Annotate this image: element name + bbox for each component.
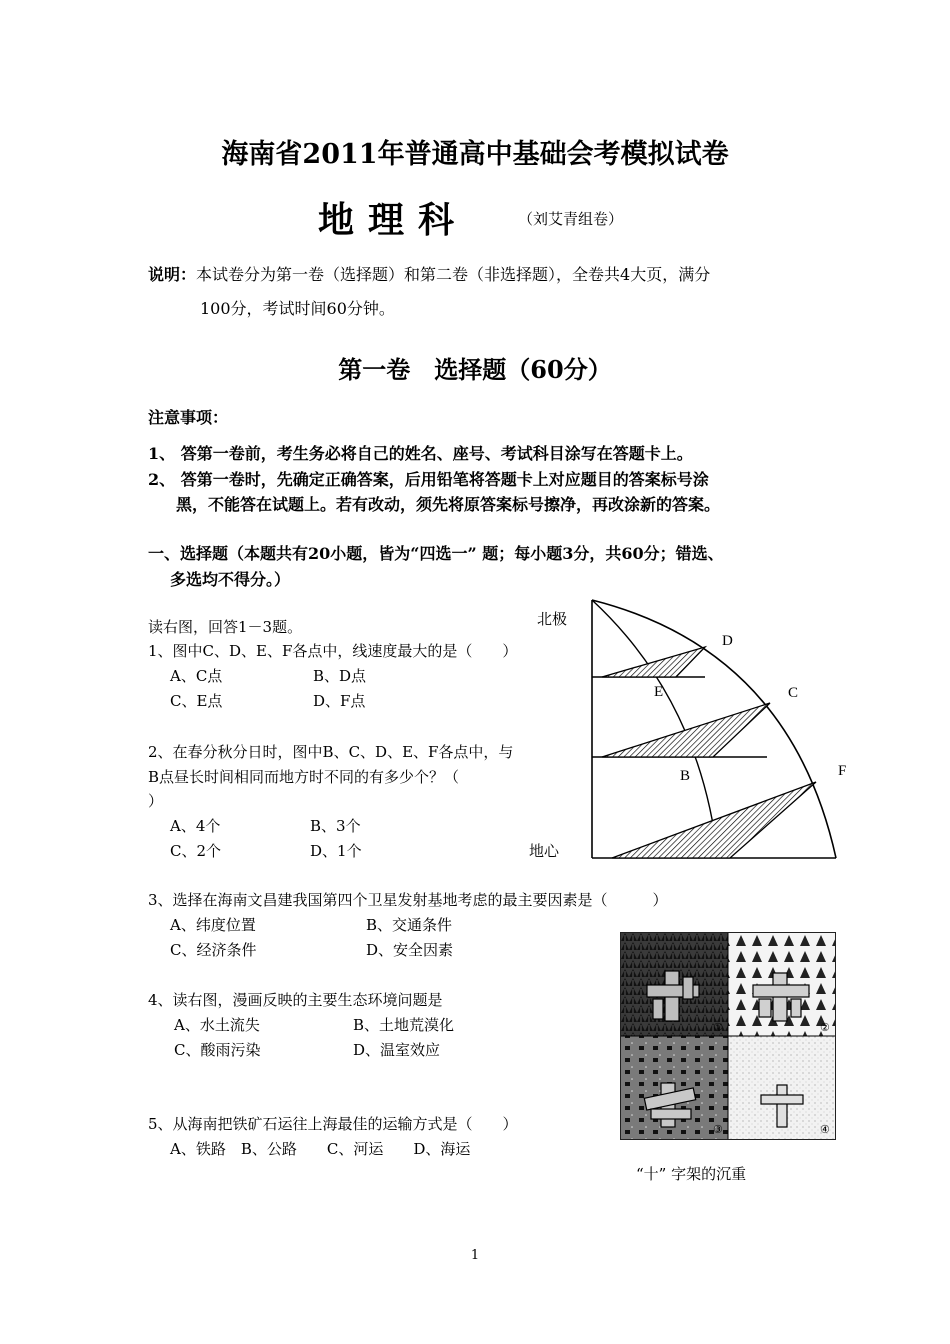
q1-option-b: B、D点 <box>313 667 367 685</box>
note-item-2-cont: 黑，不能答在试题上。若有改动，须先将原答案标号擦净，再改涂新的答案。 <box>176 495 721 514</box>
q2-option-d: D、1个 <box>310 842 362 860</box>
section-heading-1: 一、选择题（本题共有20小题，皆为“四选一” 题；每小题3分，共60分；错选、 <box>148 544 724 563</box>
volume-title: 第一卷 选择题（60分） <box>338 355 612 384</box>
q1-option-c: C、E点 <box>170 692 223 710</box>
hatched-triangle-middle <box>602 703 770 757</box>
editor-note: （刘艾青组卷） <box>518 210 624 228</box>
q3-option-b: B、交通条件 <box>366 916 453 934</box>
subject-title: 地理科 <box>318 199 469 241</box>
q1-option-a: A、C点 <box>170 667 223 685</box>
q4-option-b: B、土地荒漠化 <box>353 1016 455 1034</box>
panel-number-2: ② <box>820 1021 830 1034</box>
q4-option-a: A、水土流失 <box>174 1016 260 1034</box>
q2-option-a: A、4个 <box>170 817 221 835</box>
q5-stem: 5、从海南把铁矿石运往上海最佳的运输方式是（ ） <box>148 1115 518 1133</box>
panel-number-3: ③ <box>713 1123 723 1136</box>
q1-stem: 1、图中C、D、E、F各点中，线速度最大的是（ ） <box>148 642 518 660</box>
q2-stem-2: B点昼长时间相同而地方时不同的有多少个？（ <box>148 768 460 786</box>
q1-option-d: D、F点 <box>313 692 366 710</box>
note-item-1: 1、 答第一卷前，考生务必将自己的姓名、座号、考试科目涂写在答题卡上。 <box>148 444 693 463</box>
panel-number-1: ① <box>713 1021 723 1034</box>
intro-text-1: 本试卷分为第一卷（选择题）和第二卷（非选择题），全卷共4大页，满分 <box>196 265 711 284</box>
notes-title: 注意事项： <box>148 408 229 427</box>
label-point-c: C <box>788 685 799 701</box>
q4-option-c: C、酸雨污染 <box>174 1041 261 1059</box>
label-point-b: B <box>680 768 691 784</box>
label-point-d: D <box>722 633 733 649</box>
q3-option-c: C、经济条件 <box>170 941 257 959</box>
question-lead: 读右图，回答1－3题。 <box>148 618 303 636</box>
exam-title: 海南省2011年普通高中基础会考模拟试卷 <box>221 139 729 170</box>
q2-stem-3: ） <box>148 792 164 810</box>
q4-stem: 4、读右图，漫画反映的主要生态环境问题是 <box>148 991 443 1009</box>
hatched-triangle-bottom <box>612 782 816 858</box>
label-point-f: F <box>838 763 847 779</box>
q2-option-c: C、2个 <box>170 842 222 860</box>
section-heading-2: 多选均不得分。） <box>170 570 291 589</box>
panel-number-4: ④ <box>820 1123 830 1136</box>
q3-stem: 3、选择在海南文昌建我国第四个卫星发射基地考虑的最主要因素是（ ） <box>148 891 668 909</box>
intro-label: 说明： <box>148 265 197 284</box>
label-earth-center: 地心 <box>529 844 560 860</box>
q2-option-b: B、3个 <box>310 817 361 835</box>
cartoon-caption: “十” 字架的沉重 <box>636 1165 747 1183</box>
q2-stem-1: 2、在春分秋分日时，图中B、C、D、E、F各点中，与 <box>148 743 514 761</box>
earth-section-figure <box>520 596 850 866</box>
hatched-triangle-top <box>602 647 705 677</box>
q5-options: A、铁路 B、公路 C、河运 D、海运 <box>170 1140 471 1158</box>
note-item-2: 2、 答第一卷时，先确定正确答案，后用铅笔将答题卡上对应题目的答案标号涂 <box>148 470 709 489</box>
q3-option-a: A、纬度位置 <box>170 916 256 934</box>
page-number: 1 <box>470 1248 480 1263</box>
q4-option-d: D、温室效应 <box>353 1041 441 1059</box>
label-point-e: E <box>654 684 664 700</box>
label-north-pole: 北极 <box>537 612 568 628</box>
intro-line-2: 100分，考试时间60分钟。 <box>200 299 395 318</box>
intro-line-1 <box>148 262 710 285</box>
cartoon-drawing <box>621 933 835 1139</box>
q3-option-d: D、安全因素 <box>366 941 454 959</box>
cross-cartoon <box>620 932 836 1140</box>
